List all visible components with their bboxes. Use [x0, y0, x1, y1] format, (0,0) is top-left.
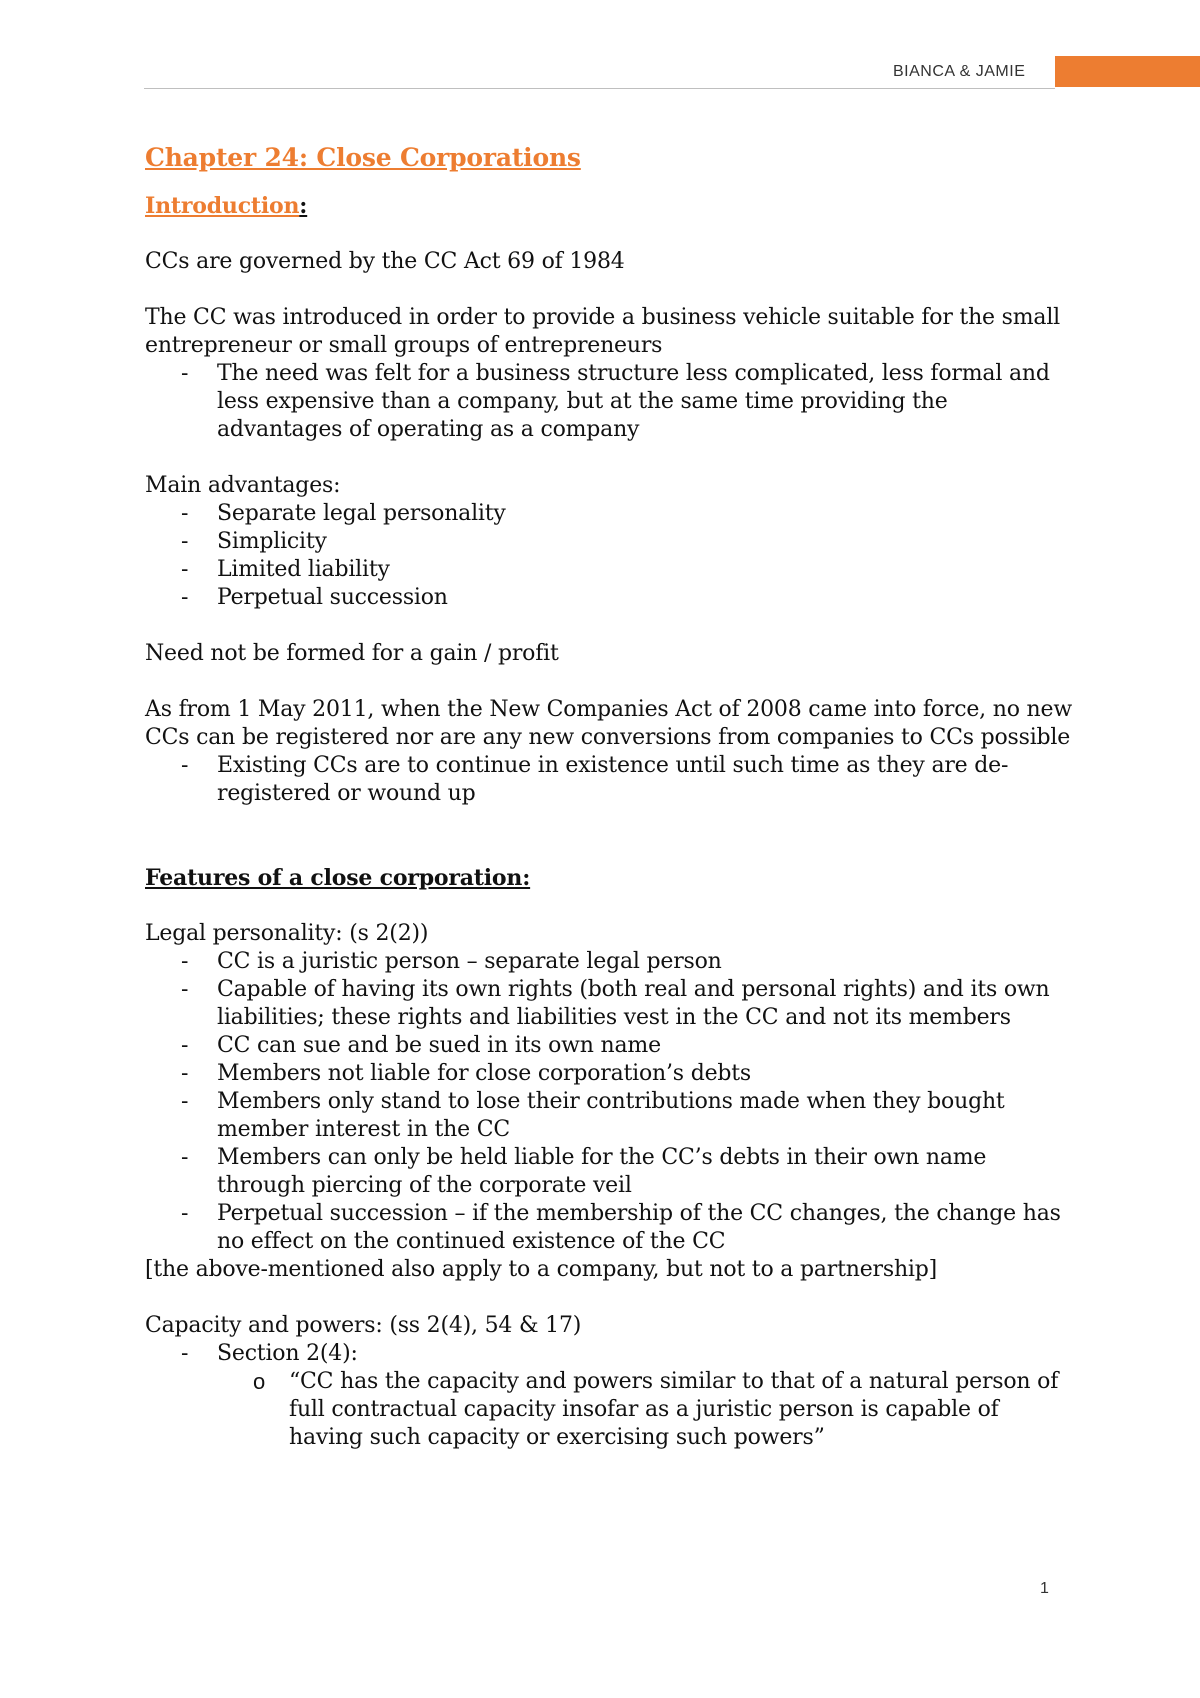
list-item — [181, 500, 1075, 528]
dash-marker: - — [181, 977, 189, 1002]
list-item-text: Section 2(4): — [217, 1341, 358, 1366]
list-item — [181, 556, 1075, 584]
list-item-text: Perpetual succession — [217, 585, 448, 610]
list-item — [181, 752, 1075, 808]
list-item — [181, 1200, 1075, 1256]
list-item — [181, 1144, 1075, 1200]
advantages-list — [145, 500, 1075, 612]
introduction-heading-text: Introduction — [145, 193, 300, 219]
dash-marker: - — [181, 361, 189, 386]
dash-marker: - — [181, 1061, 189, 1086]
list-item — [181, 948, 1075, 976]
new-act-list — [145, 752, 1075, 808]
dash-marker: - — [181, 557, 189, 582]
list-item-text: Separate legal personality — [217, 501, 506, 526]
dash-marker: - — [181, 1033, 189, 1058]
list-item — [181, 584, 1075, 612]
list-item-text: CC is a juristic person – separate legal person — [217, 949, 722, 974]
governing-act-text: CCs are governed by the CC Act 69 of 1984 — [145, 249, 625, 274]
dash-marker: - — [181, 1201, 189, 1226]
sub-list-item — [253, 1368, 1075, 1452]
advantages-label: Main advantages: — [145, 473, 341, 498]
list-item-text: CC can sue and be sued in its own name — [217, 1033, 661, 1058]
introduction-heading-colon: : — [299, 193, 308, 219]
capacity-label: Capacity and powers: (ss 2(4), 54 & 17) — [145, 1313, 582, 1338]
list-item-text: Members not liable for close corporation’s debts — [217, 1061, 752, 1086]
list-item — [181, 1060, 1075, 1088]
list-item-text: Perpetual succession – if the membership of the CC changes, the change has no effect on the continued existence of the CC — [217, 1201, 1061, 1254]
list-item — [181, 528, 1075, 556]
page-number: 1 — [1040, 1580, 1049, 1597]
purpose-list — [145, 360, 1075, 444]
introduction-heading — [145, 192, 1075, 220]
list-item-text: Capable of having its own rights (both real and personal rights) and its own liabilities; these rights and liabilities vest in the CC and not its members — [217, 977, 1050, 1030]
dash-marker: - — [181, 585, 189, 610]
legal-personality-list — [145, 948, 1075, 1256]
dash-marker: - — [181, 1089, 189, 1114]
list-item — [181, 360, 1075, 444]
header-accent-bar — [1055, 56, 1200, 87]
list-item — [181, 1032, 1075, 1060]
dash-marker: - — [181, 1145, 189, 1170]
dash-marker: - — [181, 753, 189, 778]
new-act-note: As from 1 May 2011, when the New Companies Act of 2008 came into force, no new CCs can be registered nor are any new conversions from companies to CCs possible — [145, 697, 1072, 750]
gain-note: Need not be formed for a gain / profit — [145, 641, 559, 666]
chapter-title: Chapter 24: Close Corporations — [145, 143, 581, 172]
purpose-text: The CC was introduced in order to provide a business vehicle suitable for the small entrepreneur or small groups of entrepreneurs — [145, 305, 1060, 358]
bracket-note: [the above-mentioned also apply to a company, but not to a partnership] — [145, 1257, 938, 1282]
list-item — [181, 1088, 1075, 1144]
capacity-sublist — [217, 1368, 1075, 1452]
capacity-list — [145, 1340, 1075, 1452]
circle-marker: o — [253, 1369, 266, 1394]
dash-marker: - — [181, 1341, 189, 1366]
list-item-text: Simplicity — [217, 529, 327, 554]
document-body — [145, 140, 1075, 1452]
legal-personality-label: Legal personality: (s 2(2)) — [145, 921, 429, 946]
list-item-text: The need was felt for a business structure less complicated, less formal and less expensive than a company, but at the same time providing the advantages of operating as a company — [217, 361, 1050, 442]
dash-marker: - — [181, 501, 189, 526]
list-item — [181, 976, 1075, 1032]
list-item-text: Limited liability — [217, 557, 390, 582]
dash-marker: - — [181, 949, 189, 974]
header-rule — [144, 88, 1055, 89]
header-authors: BIANCA & JAMIE — [893, 63, 1026, 80]
list-item-text: Members can only be held liable for the CC’s debts in their own name through piercing of the corporate veil — [217, 1145, 987, 1198]
features-heading: Features of a close corporation: — [145, 865, 531, 891]
list-item — [181, 1340, 1075, 1452]
dash-marker: - — [181, 529, 189, 554]
list-item-text: Members only stand to lose their contributions made when they bought member interest in the CC — [217, 1089, 1005, 1142]
list-item-text: Existing CCs are to continue in existence until such time as they are de-registered or wound up — [217, 753, 1009, 806]
sub-list-item-text: “CC has the capacity and powers similar to that of a natural person of full contractual capacity insofar as a juristic person is capable of having such capacity or exercising such powers” — [289, 1369, 1059, 1450]
